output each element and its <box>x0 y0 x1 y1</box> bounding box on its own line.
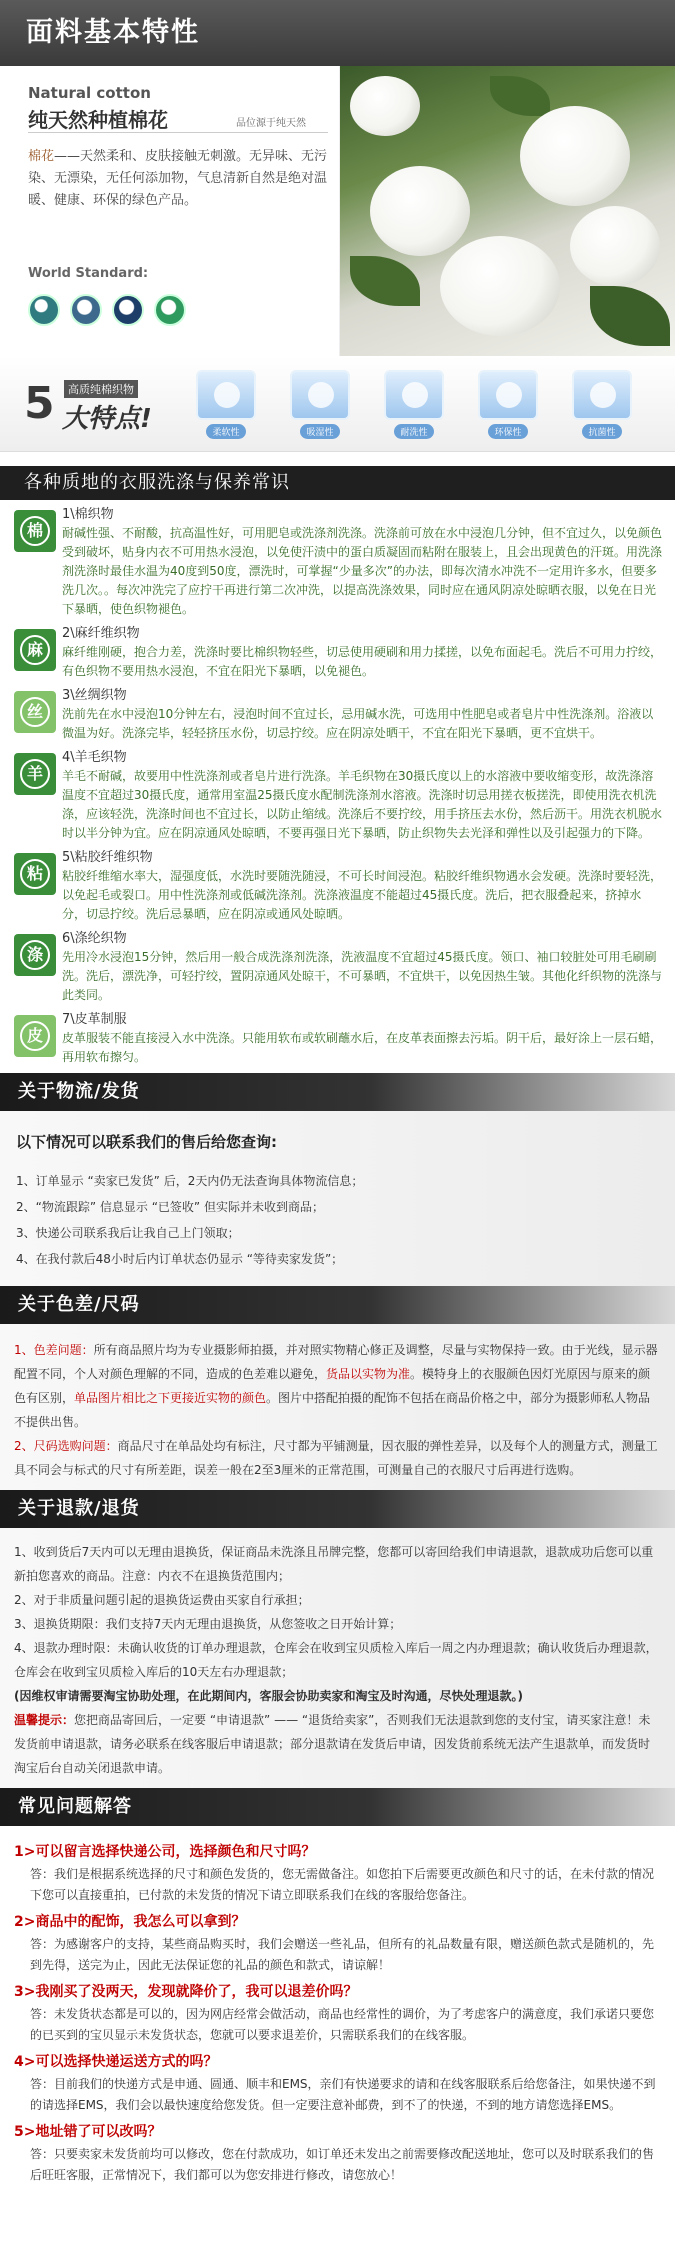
feature-absorbency: 吸湿性 <box>290 370 350 439</box>
shield-icon <box>572 370 632 420</box>
wash-item-polyester: 涤 6\涤纶织物 先用冷水浸泡15分钟，然后用一般合成洗涤剂洗涤，洗液温度不宜超过45摄氏度。领口、袖口较脏处可用毛刷刷洗。洗后，漂洗净，可轻拧绞，置阴凉通风处晾干，不可暴晒，不宜烘干，以免因热生皱。其他化纤织物的洗涤与此类同。 <box>0 930 675 1005</box>
leather-icon: 皮 <box>14 1015 56 1057</box>
logistics-item: 1、订单显示 “卖家已发货” 后，2天内仍无法查询具体物流信息； <box>16 1174 364 1188</box>
eco-icon <box>154 294 186 326</box>
faq-header: 常见问题解答 <box>0 1788 675 1826</box>
logistics-section <box>0 1073 675 1286</box>
logistics-item: 3、快递公司联系我后让我自己上门领取； <box>16 1226 240 1240</box>
wash-list <box>0 500 675 1067</box>
polyester-icon: 涤 <box>14 934 56 976</box>
color-section <box>0 1286 675 1490</box>
logistics-lead: 以下情况可以联系我们的售后给您查询: <box>16 1133 278 1151</box>
adult-icon <box>112 294 144 326</box>
feature-washable: 耐洗性 <box>384 370 444 439</box>
refund-header: 关于退款/退货 <box>0 1490 675 1528</box>
wash-item-leather: 皮 7\皮革制服 皮革服装不能直接浸入水中洗涤。只能用软布或软刷蘸水后，在皮革表面擦去污垢。阴干后，最好涂上一层石蜡，再用软布擦匀。 <box>0 1011 675 1067</box>
wash-item-linen: 麻 2\麻纤维织物 麻纤维刚硬，抱合力差，洗涤时要比棉织物轻些，切忌使用硬刷和用力揉搓，以免布面起毛。洗后不可用力拧绞，有色织物不要用热水浸泡，不宜在阳光下暴晒，以免褪色。 <box>0 625 675 681</box>
water-swirl-icon <box>290 370 350 420</box>
faq-question: 5>地址错了可以改吗？ <box>14 2124 162 2140</box>
wash-item-silk: 丝 3\丝绸织物 洗前先在水中浸泡10分钟左右，浸泡时间不宜过长，忌用碱水洗，可选用中性肥皂或者皂片中性洗涤剂。浴液以微温为好。洗涤完毕，轻轻挤压水份，切忌拧绞。应在阴凉处晒干，不宜在阳光下暴晒，更不宜烘干。 <box>0 687 675 743</box>
features-list <box>196 370 632 439</box>
feature-softness: 柔软性 <box>196 370 256 439</box>
refund-item: 3、退换货期限：我们支持7天内无理由退换货，从您签收之日开始计算； <box>14 1617 402 1631</box>
size-paragraph: 2、尺码选购问题：商品尺寸在单品处均有标注，尺寸都为平铺测量，因衣服的弹性差异，以及每个人的测量方式，测量工具不同会与标式的尺寸有所差距，误差一般在2至3厘米的正常范围，可测量自己的衣服尺寸后再进行选购。 <box>14 1439 658 1477</box>
feature-eco: 环保性 <box>478 370 538 439</box>
cotton-text: ——天然柔和、皮肤接触无刺激。无异味、无污染、无漂染，无任何添加物，气息清新自然是绝对温暖、健康、环保的绿色产品。 <box>28 149 328 208</box>
wash-item-wool: 羊 4\羊毛织物 羊毛不耐碱，故要用中性洗涤剂或者皂片进行洗涤。羊毛织物在30摄氏度以上的水溶液中要收缩变形，故洗涤溶温度不宜超过30摄氏度，通常用室温25摄氏度水配制洗涤剂水溶液。洗涤时切忌用搓衣板搓洗，即使用洗衣机洗涤，应该轻洗，洗涤时间也不宜过长，以防止缩绒。洗涤后不要拧绞，用手挤压去水份，然后沥干。用洗衣机脱水时以半分钟为宜。应在阴凉通风处晾晒，不要再强日光下暴晒，防止织物失去光泽和弹性以及引起强力的下降。 <box>0 749 675 843</box>
color-body <box>0 1324 675 1490</box>
child-icon <box>70 294 102 326</box>
viscose-icon: 粘 <box>14 853 56 895</box>
features-panel <box>0 356 675 452</box>
refund-section <box>0 1490 675 1788</box>
logistics-header: 关于物流/发货 <box>0 1073 675 1111</box>
baby-icon <box>28 294 60 326</box>
natural-cotton-en: Natural cotton <box>28 84 151 102</box>
faq-question: 2>商品中的配饰，我怎么可以拿到？ <box>14 1914 246 1930</box>
sheep-icon: 羊 <box>14 753 56 795</box>
recycle-icon <box>478 370 538 420</box>
faq-question: 4>可以选择快递运送方式的吗？ <box>14 2054 218 2070</box>
faq-question: 3>我刚买了没两天，发现就降价了，我可以退差价吗？ <box>14 1984 358 2000</box>
linen-icon: 麻 <box>14 629 56 671</box>
faq-answer: 答：目前我们的快递方式是申通、圆通、顺丰和EMS，亲们有快递要求的请和在线客服联系后给您备注，如果快递不到的请选择EMS，我们会以最快速度给您发货。但一定要注意补邮费，到不了的快递，不到的地方请您选择EMS。 <box>30 2077 656 2112</box>
slogan: 品位源于纯天然 <box>236 118 306 129</box>
wash-item-cotton: 棉 1\棉织物 耐碱性强、不耐酸，抗高温性好，可用肥皂或洗涤剂洗涤。洗涤前可放在水中浸泡几分钟，但不宜过久，以免颜色受到破坏，贴身内衣不可用热水浸泡，以免使汗渍中的蛋白质凝固而粘附在服装上，且会出现黄色的汗斑。用洗涤剂洗涤时最佳水温为40度到50度，漂洗时，可掌握“少量多次”的办法，即每次清水冲洗不一定用许多水，但要多洗几次。。每次冲洗完了应拧干再进行第二次冲洗，以提高洗涤效果，同时应在通风阴凉处晾晒衣服，以免在日光下暴晒，使色织物褪色。 <box>0 506 675 619</box>
faq-question: 1>可以留言选择快递公司，选择颜色和尺寸吗？ <box>14 1844 316 1860</box>
refund-body <box>0 1528 675 1788</box>
washing-machine-icon <box>384 370 444 420</box>
logistics-item: 4、在我付款后48小时后内订单状态仍显示 “等待卖家发货”； <box>16 1252 344 1266</box>
refund-item: 4、退款办理时限：未确认收货的订单办理退款，仓库会在收到宝贝质检入库后一周之内办理退款；确认收货后办理退款，仓库会在收到宝贝质检入库后的10天左右办理退款； <box>14 1641 658 1679</box>
features-number: 5 <box>24 378 55 429</box>
world-standard-label: World Standard: <box>28 266 149 281</box>
color-paragraph: 1、色差问题：所有商品照片均为专业摄影师拍摄，并对照实物精心修正及调整，尽量与实物保持一致。由于光线，显示器配置不同，个人对颜色理解的不同，造成的色差难以避免，货品以实物为准。模特身上的衣服颜色因灯光原因与原来的颜色有区别，单品图片相比之下更接近实物的颜色。图片中搭配拍摄的配饰不包括在商品价格之中，部分为摄影师私人物品不提供出售。 <box>14 1343 658 1429</box>
warm-tip: 温馨提示：您把商品寄回后，一定要 “申请退款” —— “退货给卖家”，否则我们无法退款到您的支付宝，请买家注意！未发货前申请退款，请务必联系在线客服后申请退款；部分退款请在发货后申请，因发货前系统无法产生退款单，而发货时淘宝后台自动关闭退款申请。 <box>14 1713 651 1775</box>
towel-icon <box>196 370 256 420</box>
faq-answer: 答：未发货状态都是可以的，因为网店经常会做活动，商品也经常性的调价，为了考虑客户的满意度，我们承诺只要您的已买到的宝贝显示未发货状态，您就可以要求退差价，只需联系我们的在线客服。 <box>30 2007 655 2042</box>
natural-cotton-cn: 纯天然种植棉花 <box>28 108 168 132</box>
faq-answer: 答：只要卖家未发货前均可以修改，您在付款成功，如订单还未发出之前需要修改配送地址，您可以及时联系我们的售后旺旺客服，正常情况下，我们都可以为您安排进行修改，请您放心！ <box>30 2147 655 2182</box>
refund-notice: (因维权审请需要淘宝协助处理，在此期间内，客服会协助卖家和淘宝及时沟通，尽快处理退款。) <box>14 1689 523 1703</box>
fabric-panel <box>0 66 675 356</box>
wash-header: 各种质地的衣服洗涤与保养常识 <box>0 466 675 500</box>
cotton-word: 棉花 <box>28 149 55 164</box>
cotton-icon: 棉 <box>14 510 56 552</box>
logistics-item: 2、“物流跟踪” 信息显示 “已签收” 但实际并未收到商品； <box>16 1200 324 1214</box>
feature-antibacterial: 抗菌性 <box>572 370 632 439</box>
silk-icon: 丝 <box>14 691 56 733</box>
fabric-header: 面料基本特性 <box>0 0 675 66</box>
faq-section <box>0 1788 675 2186</box>
wash-item-viscose: 粘 5\粘胶纤维织物 粘胶纤维缩水率大，湿强度低，水洗时要随洗随浸，不可长时间浸泡。粘胶纤维织物遇水会发硬。洗涤时要轻洗，以免起毛或裂口。用中性洗涤剂或低碱洗涤剂。洗涤液温度不能超过45摄氏度。洗后，把衣服叠起来，挤掉水分，切忌拧绞。洗后忌暴晒，应在阴凉或通风处晾晒。 <box>0 849 675 924</box>
cotton-photo <box>340 66 675 356</box>
features-tag: 高质纯棉织物 <box>64 380 138 398</box>
standard-icons <box>28 294 186 326</box>
faq-body <box>0 1826 675 2186</box>
divider <box>28 132 328 133</box>
color-header: 关于色差/尺码 <box>0 1286 675 1324</box>
faq-answer: 答：为感谢客户的支持，某些商品购买时，我们会赠送一些礼品，但所有的礼品数量有限，赠送颜色款式是随机的，先到先得，送完为止，因此无法保证您的礼品的颜色和款式，请谅解！ <box>30 1937 655 1972</box>
refund-item: 1、收到货后7天内可以无理由退换货，保证商品未洗涤且吊牌完整，您都可以寄回给我们申请退款，退款成功后您可以重新拍您喜欢的商品。注意：内衣不在退换货范围内； <box>14 1545 654 1583</box>
fabric-info <box>0 66 340 356</box>
faq-answer: 答：我们是根据系统选择的尺寸和颜色发货的，您无需做备注。如您拍下后需要更改颜色和尺寸的话，在未付款的情况下您可以直接重拍，已付款的未发货的情况下请立即联系我们在线的客服给您备注。 <box>30 1867 655 1902</box>
features-title: 大特点! <box>62 404 152 434</box>
refund-item: 2、对于非质量问题引起的退换货运费由买家自行承担； <box>14 1593 310 1607</box>
logistics-body <box>0 1111 675 1286</box>
cotton-description <box>28 146 328 212</box>
